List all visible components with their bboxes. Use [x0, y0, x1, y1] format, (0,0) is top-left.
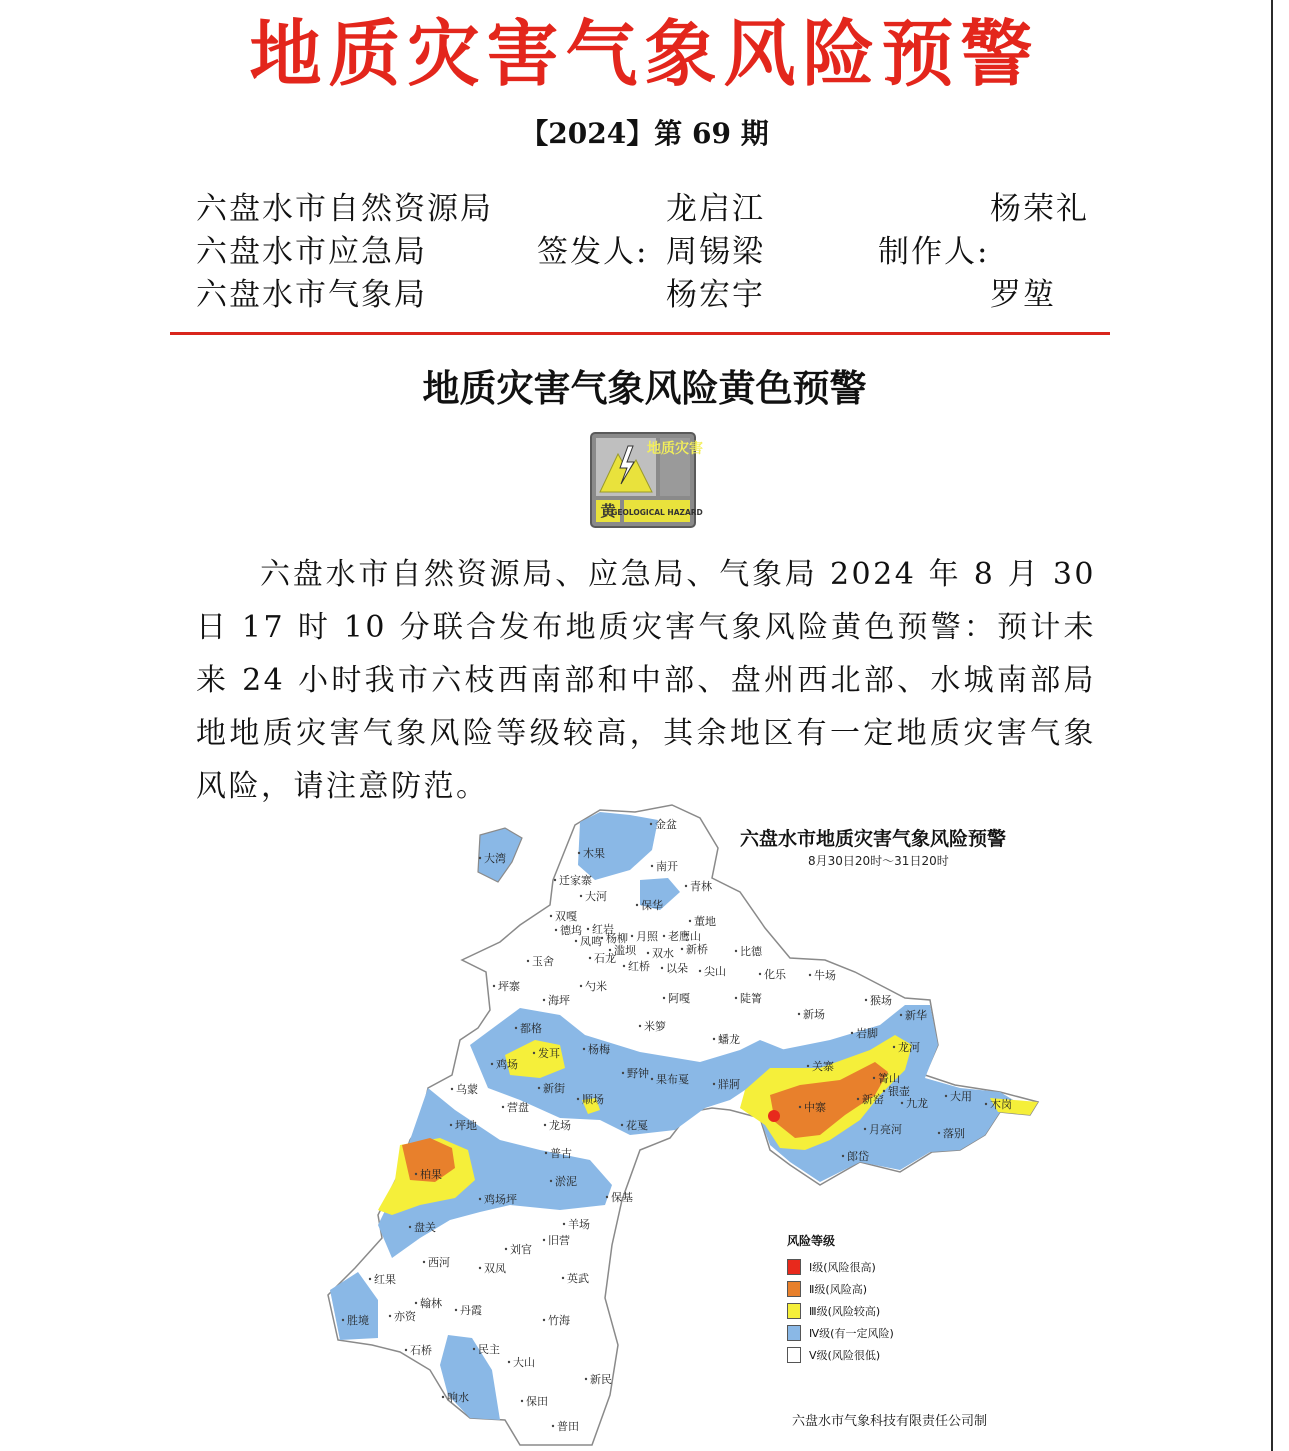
- place-marker: [809, 974, 811, 976]
- place-marker: [713, 1083, 715, 1085]
- place-label: 箐山: [878, 1072, 900, 1085]
- place-label: 郎岱: [847, 1150, 869, 1163]
- place-marker: [798, 1013, 800, 1015]
- place-marker: [759, 973, 761, 975]
- place-label: 乌蒙: [456, 1083, 478, 1096]
- place-marker: [578, 852, 580, 854]
- place-label: 德坞: [560, 924, 582, 937]
- place-marker: [663, 997, 665, 999]
- place-label: 牂牁: [718, 1078, 740, 1091]
- place-label: 阿嘎: [668, 992, 690, 1005]
- place-marker: [851, 1032, 853, 1034]
- place-label: 陡箐: [740, 992, 762, 1005]
- place-label: 果布戛: [656, 1073, 689, 1086]
- place-label: 落别: [943, 1127, 965, 1140]
- risk-zone-red-spot: [768, 1110, 780, 1122]
- badge-side-text: 地质灾害: [647, 441, 703, 457]
- place-label: 岩脚: [856, 1027, 878, 1040]
- agency-3: 六盘水市气象局: [196, 277, 427, 313]
- place-marker: [491, 1063, 493, 1065]
- place-marker: [699, 970, 701, 972]
- place-label: 大用: [950, 1090, 972, 1103]
- place-label: 木岗: [990, 1098, 1012, 1111]
- place-marker: [647, 952, 649, 954]
- map-credit: 六盘水市气象科技有限责任公司制: [792, 1414, 988, 1429]
- legend-item: [787, 1278, 894, 1300]
- place-marker: [621, 1124, 623, 1126]
- page-edge-line: [1271, 0, 1273, 1451]
- place-marker: [577, 1098, 579, 1100]
- place-marker: [864, 1128, 866, 1130]
- place-marker: [415, 1173, 417, 1175]
- place-marker: [342, 1319, 344, 1321]
- place-label: 凤鸣: [580, 935, 602, 948]
- place-label: 营盘: [507, 1101, 529, 1114]
- place-marker: [900, 1014, 902, 1016]
- place-label: 大山: [513, 1356, 535, 1369]
- place-label: 化乐: [764, 968, 786, 981]
- place-label: 米箩: [644, 1020, 666, 1033]
- place-marker: [389, 1315, 391, 1317]
- place-label: 海坪: [548, 994, 570, 1007]
- legend-label: Ⅰ级(风险很高): [809, 1261, 876, 1274]
- legend-item: [787, 1344, 894, 1366]
- agency-1: 六盘水市自然资源局: [196, 191, 493, 227]
- place-marker: [415, 1302, 417, 1304]
- place-marker: [555, 929, 557, 931]
- place-marker: [479, 857, 481, 859]
- place-marker: [587, 928, 589, 930]
- place-marker: [663, 935, 665, 937]
- issue-number: 【2024】第 69 期: [520, 117, 769, 150]
- place-label: 翰林: [420, 1297, 442, 1310]
- legend-label: Ⅳ级(有一定风险): [809, 1327, 894, 1340]
- map-title: 六盘水市地质灾害气象风险预警: [740, 828, 1007, 850]
- place-label: 尖山: [704, 965, 726, 978]
- place-marker: [735, 997, 737, 999]
- place-marker: [945, 1095, 947, 1097]
- place-marker: [689, 920, 691, 922]
- legend-swatch: [787, 1281, 801, 1297]
- place-label: 新窑: [862, 1093, 884, 1106]
- place-label: 双水: [652, 947, 674, 960]
- place-marker: [455, 1309, 457, 1311]
- legend-swatch: [787, 1325, 801, 1341]
- place-label: 牛场: [814, 969, 836, 982]
- place-label: 玉舍: [532, 955, 554, 968]
- place-marker: [479, 1267, 481, 1269]
- place-marker: [883, 1090, 885, 1092]
- place-label: 以朵: [666, 962, 688, 975]
- signer-1: 龙启江: [666, 191, 765, 227]
- signer-3: 杨宏宇: [666, 277, 765, 313]
- warning-subtitle: 地质灾害气象风险黄色预警: [422, 366, 867, 410]
- document-title: 地质灾害气象风险预警: [249, 12, 1040, 96]
- place-marker: [873, 1077, 875, 1079]
- place-label: 英武: [567, 1272, 589, 1285]
- legend-item: [787, 1256, 894, 1278]
- place-marker: [527, 960, 529, 962]
- place-label: 双嘎: [555, 910, 577, 923]
- place-label: 保华: [641, 899, 663, 912]
- place-label: 竹海: [548, 1314, 570, 1327]
- place-label: 保田: [526, 1395, 548, 1408]
- place-marker: [562, 1277, 564, 1279]
- place-marker: [479, 1198, 481, 1200]
- signer-2: 周锡梁: [666, 234, 765, 270]
- place-marker: [901, 1102, 903, 1104]
- place-label: 金盆: [655, 818, 677, 831]
- legend-title: 风险等级: [787, 1234, 836, 1248]
- place-label: 滥坝: [614, 944, 636, 957]
- place-marker: [589, 957, 591, 959]
- place-label: 淤泥: [555, 1175, 577, 1188]
- place-label: 柏果: [420, 1168, 442, 1181]
- place-marker: [583, 1048, 585, 1050]
- place-label: 杨柳: [606, 932, 628, 945]
- place-label: 勺米: [585, 980, 607, 993]
- place-marker: [622, 1072, 624, 1074]
- place-marker: [409, 1226, 411, 1228]
- place-label: 坪地: [455, 1119, 477, 1132]
- place-marker: [865, 999, 867, 1001]
- place-marker: [681, 948, 683, 950]
- place-marker: [651, 1078, 653, 1080]
- place-label: 红岩: [592, 923, 614, 936]
- place-marker: [543, 1319, 545, 1321]
- place-label: 新华: [905, 1009, 927, 1022]
- place-label: 胜境: [347, 1314, 369, 1327]
- place-label: 中寨: [804, 1101, 826, 1114]
- place-marker: [545, 1152, 547, 1154]
- warning-body-text: 六盘水市自然资源局、应急局、气象局 2024 年 8 月 30 日 17 时 10 分联合发布地质灾害气象风险黄色预警：预计未来 24 小时我市六枝西南部和中部、盘州西北部、水城南部局地地质灾害气象风险等级较高，其余地区有一定地质灾害气象风险，请注意防范。: [196, 557, 1096, 804]
- place-marker: [631, 935, 633, 937]
- place-marker: [609, 949, 611, 951]
- yellow-warning-badge: [590, 432, 703, 528]
- place-marker: [575, 940, 577, 942]
- place-marker: [543, 1239, 545, 1241]
- map-legend: [787, 1232, 894, 1366]
- place-label: 西河: [428, 1256, 450, 1269]
- place-label: 蟠龙: [718, 1033, 740, 1046]
- place-marker: [493, 985, 495, 987]
- signer-label: 签发人:: [537, 234, 649, 270]
- place-label: 关寨: [812, 1060, 834, 1073]
- maker-label: 制作人:: [878, 234, 990, 270]
- place-label: 发耳: [538, 1047, 560, 1060]
- place-label: 普田: [557, 1420, 579, 1433]
- place-marker: [442, 1396, 444, 1398]
- place-marker: [807, 1065, 809, 1067]
- place-marker: [533, 1052, 535, 1054]
- place-marker: [508, 1361, 510, 1363]
- place-marker: [550, 1180, 552, 1182]
- place-label: 鸡场: [496, 1058, 518, 1071]
- place-label: 龙场: [549, 1119, 571, 1132]
- place-label: 龙河: [898, 1041, 920, 1054]
- place-marker: [585, 1378, 587, 1380]
- maker-2: 罗堃: [990, 277, 1056, 313]
- agency-2: 六盘水市应急局: [196, 234, 427, 270]
- place-marker: [985, 1103, 987, 1105]
- place-label: 响水: [447, 1391, 469, 1404]
- place-label: 九龙: [906, 1097, 928, 1110]
- place-label: 南开: [656, 860, 678, 873]
- place-marker: [515, 1027, 517, 1029]
- place-label: 新桥: [686, 943, 708, 956]
- place-marker: [451, 1088, 453, 1090]
- place-label: 旧营: [548, 1234, 570, 1247]
- place-marker: [405, 1349, 407, 1351]
- place-label: 新民: [590, 1373, 612, 1386]
- place-label: 丹霞: [460, 1304, 482, 1317]
- place-label: 银壶: [888, 1085, 910, 1098]
- place-marker: [650, 823, 652, 825]
- place-marker: [938, 1132, 940, 1134]
- place-label: 都格: [520, 1022, 542, 1035]
- place-label: 青林: [690, 880, 712, 893]
- place-label: 老鹰山: [668, 930, 701, 943]
- place-marker: [450, 1124, 452, 1126]
- legend-item: [787, 1300, 894, 1322]
- place-label: 顺场: [582, 1093, 604, 1106]
- place-marker: [842, 1155, 844, 1157]
- legend-label: Ⅱ级(风险高): [809, 1283, 867, 1296]
- place-label: 花戛: [626, 1119, 648, 1132]
- maker-1: 杨荣礼: [990, 191, 1089, 227]
- place-label: 木果: [583, 847, 605, 860]
- place-label: 董地: [694, 915, 716, 928]
- place-marker: [369, 1278, 371, 1280]
- place-label: 月照: [636, 930, 658, 943]
- place-marker: [521, 1400, 523, 1402]
- place-label: 红桥: [628, 960, 650, 973]
- place-label: 坪寨: [498, 980, 520, 993]
- place-marker: [623, 965, 625, 967]
- place-marker: [544, 1124, 546, 1126]
- place-label: 大湾: [484, 852, 506, 865]
- place-label: 石桥: [410, 1344, 432, 1357]
- place-marker: [423, 1261, 425, 1263]
- place-marker: [563, 1223, 565, 1225]
- place-label: 野钟: [627, 1067, 649, 1080]
- place-label: 双凤: [484, 1262, 506, 1275]
- place-label: 刘官: [510, 1243, 532, 1256]
- place-label: 亦资: [394, 1310, 416, 1323]
- place-marker: [636, 904, 638, 906]
- place-marker: [857, 1098, 859, 1100]
- place-marker: [552, 1425, 554, 1427]
- legend-swatch: [787, 1259, 801, 1275]
- place-label: 月亮河: [869, 1123, 902, 1136]
- place-marker: [606, 1196, 608, 1198]
- place-label: 红果: [374, 1273, 396, 1286]
- place-label: 猴场: [870, 994, 892, 1007]
- legend-label: Ⅴ级(风险很低): [809, 1349, 881, 1362]
- place-marker: [538, 1087, 540, 1089]
- risk-map: [326, 800, 1056, 1451]
- place-marker: [550, 915, 552, 917]
- place-label: 新街: [543, 1082, 565, 1095]
- badge-english-text: GEOLOGICAL HAZARD: [611, 508, 703, 517]
- place-label: 普古: [550, 1147, 572, 1160]
- place-label: 鸡场坪: [484, 1193, 517, 1206]
- header-divider: [170, 332, 1110, 335]
- place-marker: [473, 1348, 475, 1350]
- place-label: 迁家寨: [559, 874, 592, 887]
- place-marker: [735, 950, 737, 952]
- place-marker: [639, 1025, 641, 1027]
- place-marker: [543, 999, 545, 1001]
- badge-level-char: 黄: [600, 502, 616, 520]
- place-label: 比德: [740, 945, 762, 958]
- place-marker: [799, 1106, 801, 1108]
- place-marker: [502, 1106, 504, 1108]
- place-marker: [580, 895, 582, 897]
- legend-swatch: [787, 1347, 801, 1363]
- place-label: 杨梅: [588, 1043, 610, 1056]
- legend-item: [787, 1322, 894, 1344]
- map-time-range: 8月30日20时～31日20时: [808, 854, 949, 868]
- place-marker: [893, 1046, 895, 1048]
- legend-swatch: [787, 1303, 801, 1319]
- place-label: 大河: [585, 890, 607, 903]
- place-marker: [685, 885, 687, 887]
- place-label: 民主: [478, 1343, 500, 1356]
- place-marker: [661, 967, 663, 969]
- place-label: 羊场: [568, 1218, 590, 1231]
- place-marker: [651, 865, 653, 867]
- place-marker: [505, 1248, 507, 1250]
- place-label: 石龙: [594, 952, 616, 965]
- place-marker: [580, 985, 582, 987]
- place-marker: [554, 879, 556, 881]
- place-label: 新场: [803, 1008, 825, 1021]
- place-label: 保基: [611, 1191, 633, 1204]
- legend-label: Ⅲ级(风险较高): [809, 1305, 881, 1318]
- place-label: 盘关: [414, 1221, 436, 1234]
- place-marker: [713, 1038, 715, 1040]
